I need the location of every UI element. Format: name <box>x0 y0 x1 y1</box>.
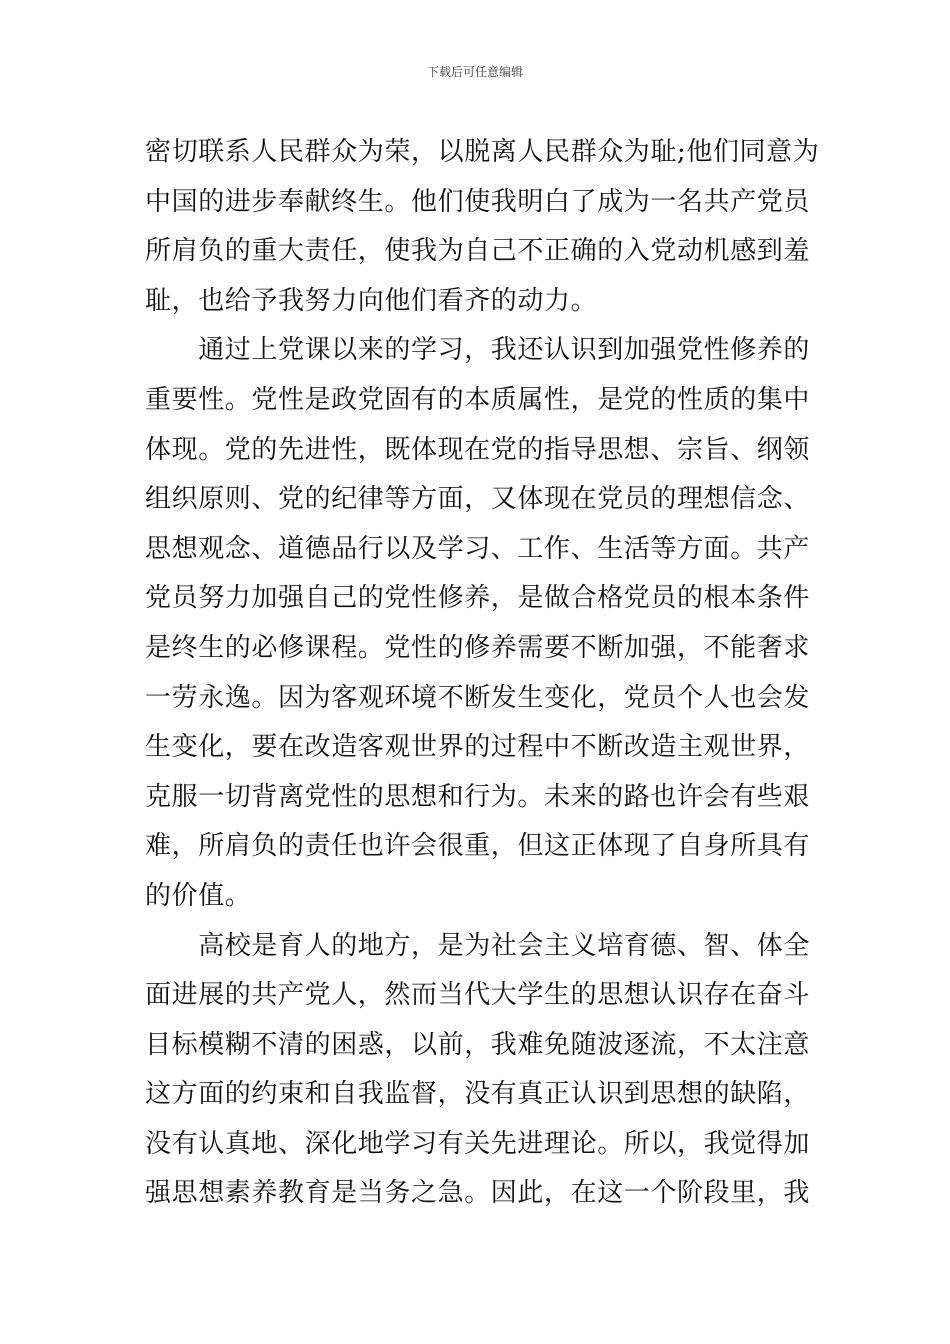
text-line: 组织原则、党的纪律等方面，又体现在党员的理想信念、 <box>145 484 811 515</box>
text-line: 的价值。 <box>145 880 252 911</box>
text-line: 中国的进步奉献终生。他们使我明白了成为一名共产党员 <box>145 186 811 217</box>
text-line: 密切联系人民群众为荣，以脱离人民群众为耻;他们同意为 <box>145 137 820 167</box>
paragraph <box>145 326 810 921</box>
text-line: 生变化，要在改造客观世界的过程中不断改造主观世界， <box>145 732 811 763</box>
text-line: 克服一切背离党性的思想和行为。未来的路也许会有些艰 <box>145 781 811 812</box>
paragraph <box>145 922 810 1220</box>
text-line: 是终生的必修课程。党性的修养需要不断加强，不能奢求 <box>145 632 811 663</box>
text-line: 耻，也给予我努力向他们看齐的动力。 <box>145 285 598 316</box>
page-header: 下载后可任意编辑 <box>426 65 523 79</box>
text-line: 重要性。党性是政党固有的本质属性，是党的性质的集中 <box>145 384 811 415</box>
text-line: 所肩负的重大责任，使我为自己不正确的入党动机感到羞 <box>145 236 811 267</box>
document-body <box>145 128 820 1219</box>
text-line: 一劳永逸。因为客观环境不断发生变化，党员个人也会发 <box>145 682 811 713</box>
text-line: 通过上党课以来的学习，我还认识到加强党性修养的 <box>145 335 811 366</box>
text-line: 难，所肩负的责任也许会很重，但这正体现了自身所具有 <box>145 831 811 862</box>
text-line: 思想观念、道德品行以及学习、工作、生活等方面。共产 <box>145 533 811 564</box>
text-line: 强思想素养教育是当务之急。因此，在这一个阶段里，我 <box>145 1178 811 1209</box>
text-line: 高校是育人的地方，是为社会主义培育德、智、体全 <box>145 930 811 961</box>
text-line: 这方面的约束和自我监督，没有真正认识到思想的缺陷， <box>145 1079 811 1110</box>
text-line: 体现。党的先进性，既体现在党的指导思想、宗旨、纲领 <box>145 434 811 465</box>
text-line: 目标模糊不清的困惑，以前，我难免随波逐流，不太注意 <box>145 1029 811 1060</box>
text-line: 没有认真地、深化地学习有关先进理论。所以，我觉得加 <box>145 1128 811 1159</box>
text-line: 党员努力加强自己的党性修养，是做合格党员的根本条件 <box>145 583 811 614</box>
text-line: 面进展的共产党人，然而当代大学生的思想认识存在奋斗 <box>145 980 811 1011</box>
paragraph <box>145 128 820 326</box>
